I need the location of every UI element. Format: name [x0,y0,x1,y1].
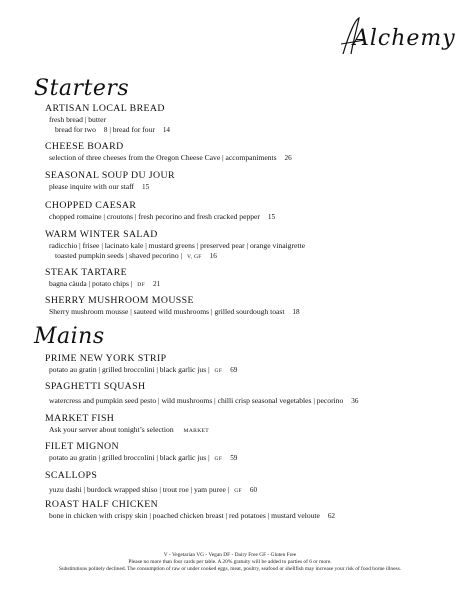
item-name: CHEESE BOARD [45,141,124,152]
dietary-tag: GF [214,456,223,462]
item-description [45,396,445,407]
item-description [45,212,445,223]
menu-item-roast-chicken [45,499,445,522]
menu-footer [0,552,460,573]
item-description: fresh bread | butter [49,115,106,124]
item-option: bread for two [55,124,96,134]
item-price: 36 [351,397,359,405]
menu-item-market-fish [45,413,445,437]
gratuity-note: Please no more than four cards per table. A 20% gratuity will be added to parties of 6 or more. [128,559,332,565]
alchemy-logo [335,14,456,58]
market-price-tag: MARKET [183,428,209,434]
item-description-text: bagna càuda | potato chips | [49,279,133,288]
dietary-tag: V, GF [186,253,202,260]
item-description [45,485,445,497]
starters-heading: Starters [34,76,130,101]
menu-item-soup [45,170,445,193]
item-description [45,307,445,318]
item-name: FILET MIGNON [45,441,120,452]
item-price: 59 [230,454,238,462]
item-description-text: bone in chicken with crispy skin | poached chicken breast | red potatoes | mustard veloute [49,511,320,520]
menu-item-warm-winter-salad [45,229,445,262]
logo-text: Alchemy [353,26,456,51]
menu-item-steak-tartare [45,267,445,291]
item-price: 8 [103,125,108,134]
menu-item-chopped-caesar [45,200,445,223]
item-description-text: Ask your server about tonight’s selection [49,425,174,434]
menu-item-sherry-mousse [45,295,445,318]
item-description-text: chopped romaine | croutons | fresh pecorino and fresh cracked pepper [49,212,260,221]
menu-item-ny-strip [45,353,445,377]
item-price: 60 [249,486,258,494]
item-description-text: yuzu dashi | burdock wrapped shiso | trout roe | yam puree | [49,485,230,494]
dietary-tag: GF [214,368,223,374]
item-name: WARM WINTER SALAD [45,229,158,240]
item-description-line2 [45,251,445,263]
item-price: 21 [152,280,161,288]
menu-item-cheese-board [45,141,445,164]
item-price: 69 [230,366,238,374]
item-name: SCALLOPS [45,470,98,481]
item-name: SHERRY MUSHROOM MOUSSE [45,295,194,306]
item-description-text: potato au gratin | grilled broccolini | black garlic jus | [49,365,210,374]
item-price: 62 [327,512,335,520]
item-name: CHOPPED CAESAR [45,200,137,211]
item-description-text: toasted pumpkin seeds | shaved pecorino | [55,250,183,260]
item-price: 16 [209,251,217,260]
item-price: 15 [267,213,276,221]
item-description [45,182,445,193]
menu-item-filet-mignon [45,441,445,465]
item-description [45,153,445,164]
item-description: radicchio | frisee | lacinato kale | mustard greens | preserved pear | orange vinaigrette [49,241,305,250]
dietary-tag: DF [137,282,146,288]
dietary-legend: V - Vegetarian VG - Vegan DF - Dairy Free GF - Gluten Free [163,552,297,558]
item-description [45,279,445,291]
food-safety-note: Substitutions politely declined. The consumption of raw or under cooked eggs, meat, poultry, seafood or shellfish may increase your risk of food borne illness. [58,566,402,572]
item-name: STEAK TARTARE [45,267,128,278]
item-price: 14 [162,125,170,134]
mains-heading: Mains [34,324,105,349]
item-option: | bread for four [109,124,155,134]
item-name: SPAGHETTI SQUASH [45,381,146,392]
item-description-text: watercress and pumpkin seed pesto | wild mushrooms | chilli crisp seasonal vegetables | pecorino [49,396,344,405]
item-description [45,365,445,377]
item-description [45,425,445,437]
item-price: 15 [141,183,150,191]
item-description-text: potato au gratin | grilled broccolini | black garlic jus | [49,453,210,462]
menu-item-scallops [45,470,445,497]
item-description [45,511,445,522]
item-description [45,453,445,465]
dietary-tag: GF [234,488,242,494]
item-description-text: please inquire with our staff [49,182,135,191]
menu-item-artisan-bread [45,103,445,135]
item-description-text: selection of three cheeses from the Oregon Cheese Cave | accompaniments [49,153,277,162]
item-description-line2 [45,125,445,136]
item-name: PRIME NEW YORK STRIP [45,353,167,364]
item-name: SEASONAL SOUP DU JOUR [45,170,175,181]
item-name: MARKET FISH [45,413,115,424]
item-price: 26 [284,154,292,162]
item-name: ROAST HALF CHICKEN [45,499,159,510]
menu-item-spaghetti-squash [45,381,445,407]
item-name: ARTISAN LOCAL BREAD [45,103,165,114]
item-price: 18 [292,308,300,316]
item-description-text: Sherry mushroom mousse | sauteed wild mushrooms | grilled sourdough toast [49,307,285,316]
